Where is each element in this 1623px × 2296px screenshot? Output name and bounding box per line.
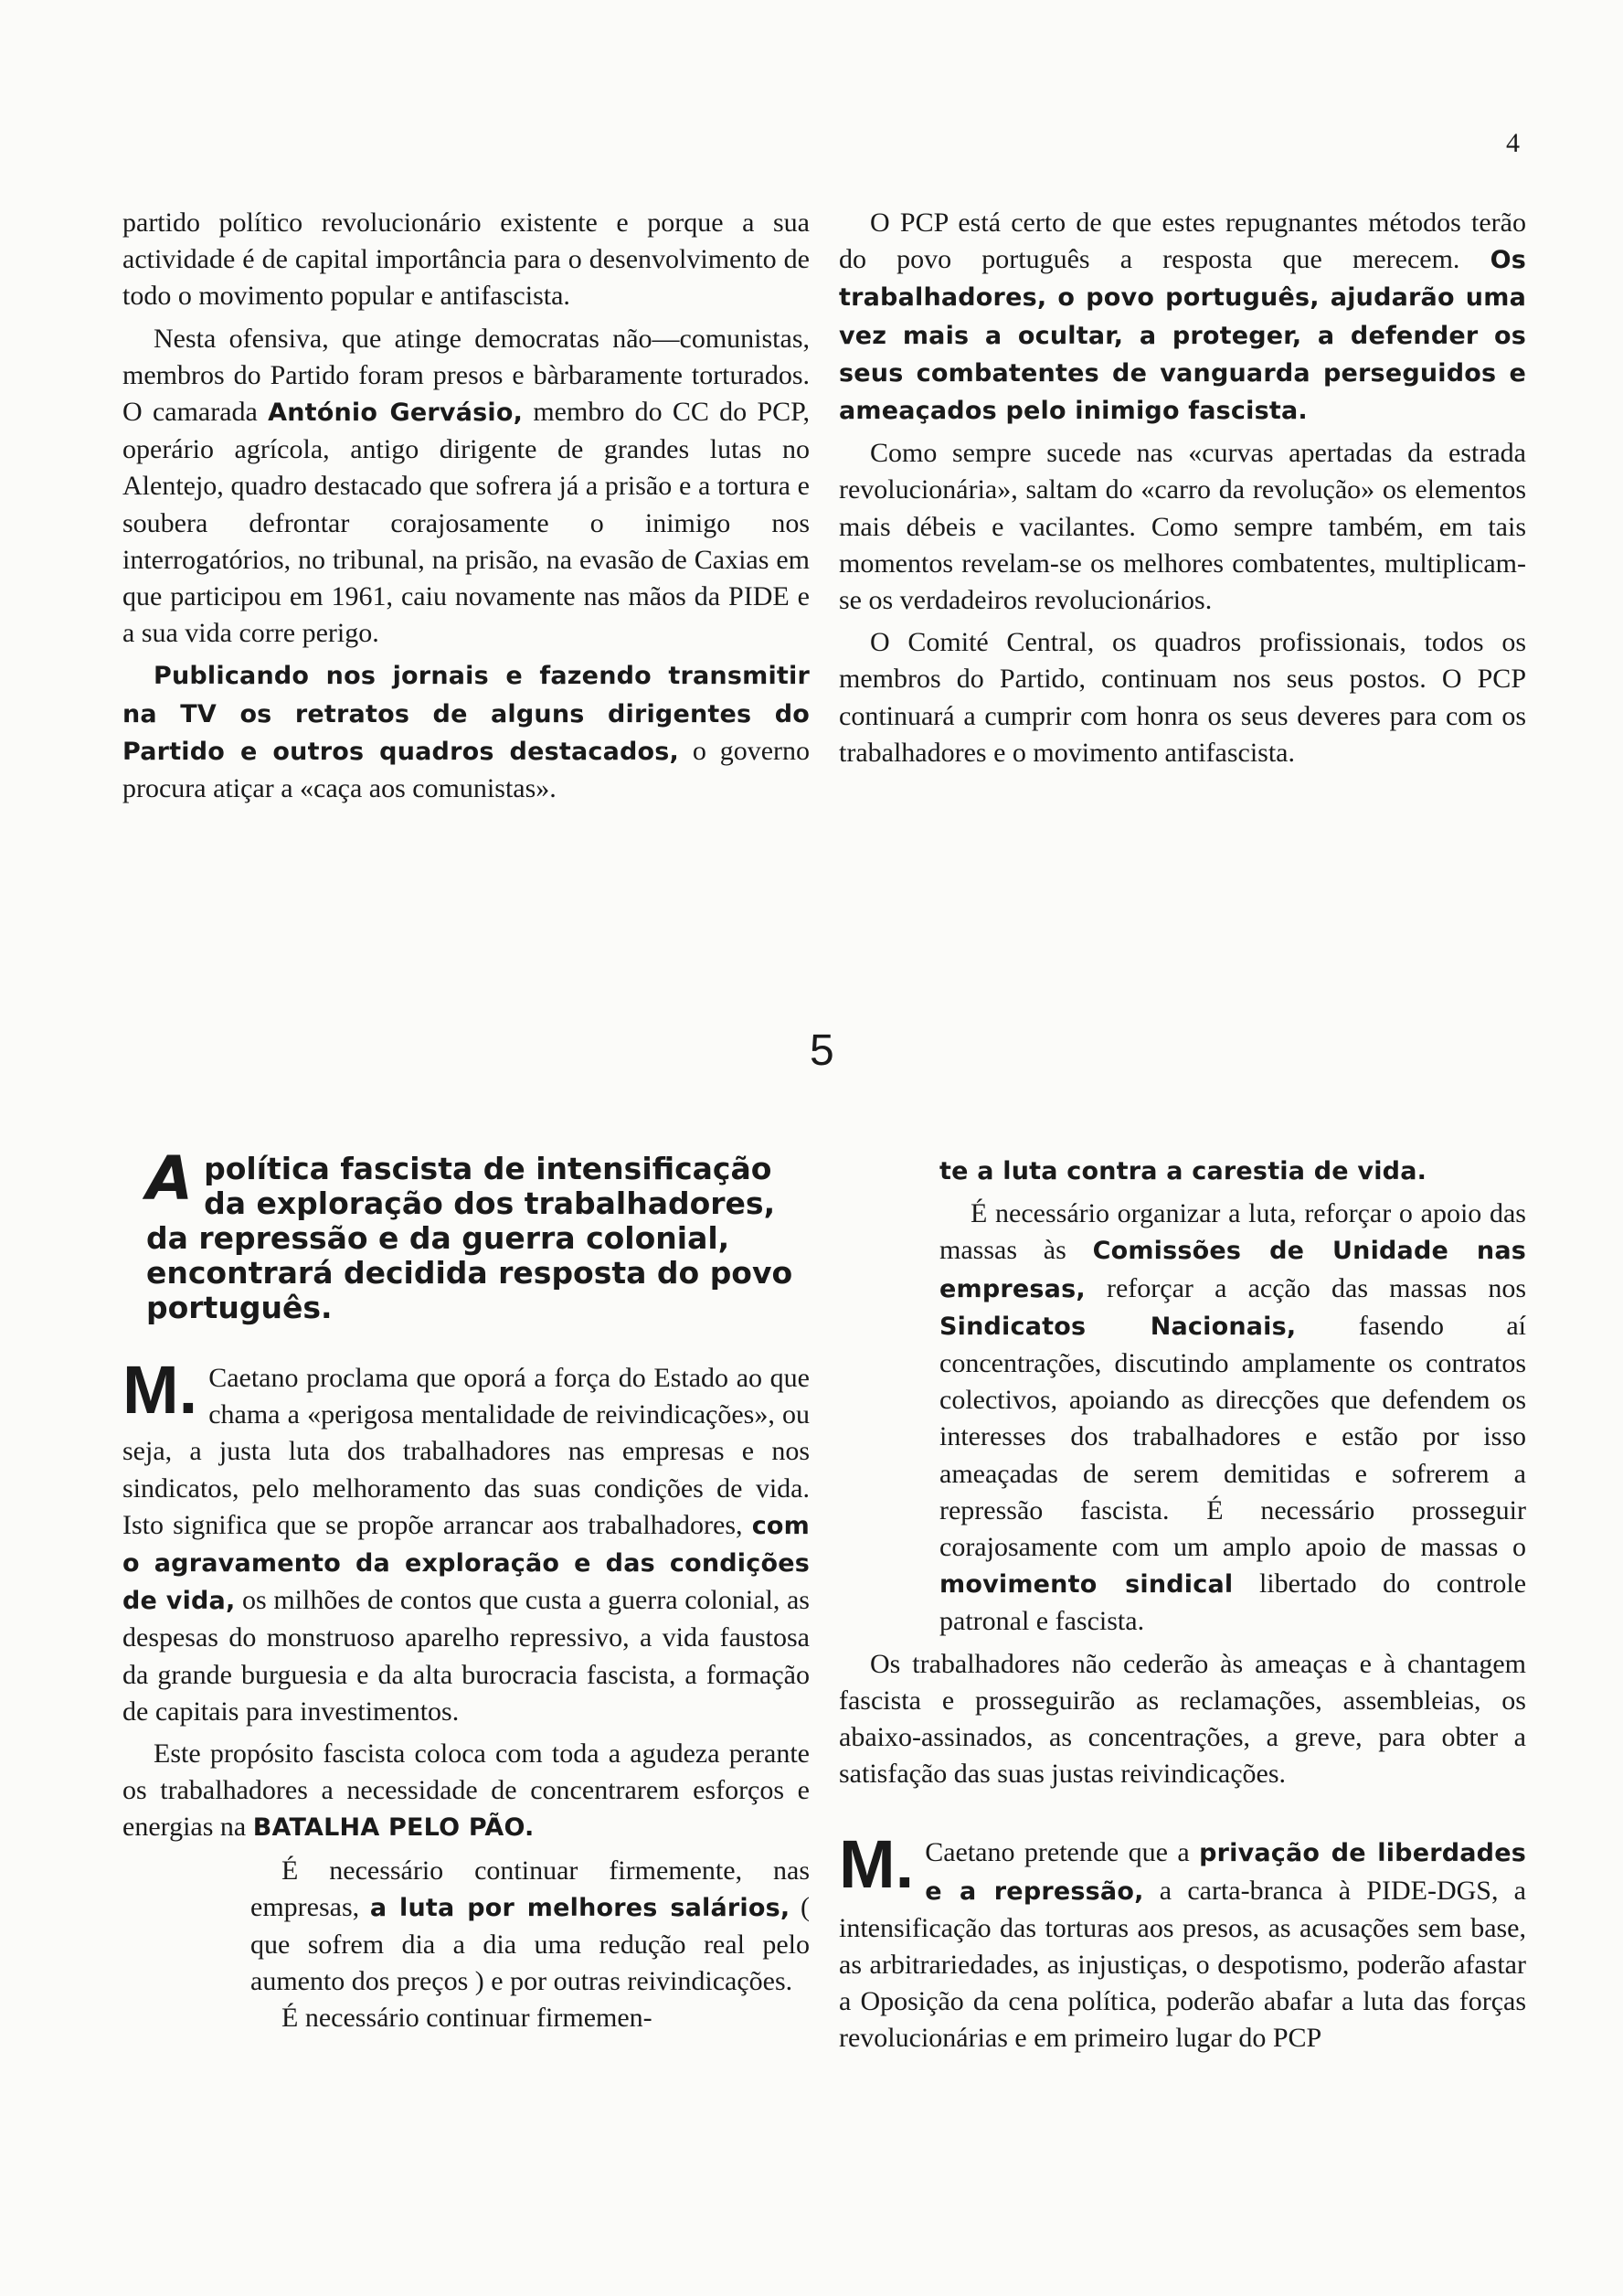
lower-left-p3-text: É necessário continuar firmemente, nas empresas, xyxy=(250,1855,810,1922)
lower-right-column xyxy=(839,1153,1526,2057)
lower-left-paragraph-4: É necessário continuar firmemen- xyxy=(281,2003,652,2034)
drop-cap-m-right: M. xyxy=(839,1826,915,1903)
lower-right-p2-bold1: Comissões de Unidade nas empresas, xyxy=(939,1237,1527,1303)
upper-left-p3-rest: o governo procura atiçar a «caça aos comunistas». xyxy=(122,735,811,804)
upper-right-paragraph-2: Como sempre sucede nas «curvas apertadas da estrada revolucionária», saltam do «carro da revolução» os elementos mais débeis e vacilantes. Como sempre também, em tais momentos revelam-se os melhores combatentes, multiplicam-se os verdadeiros revolucionários. xyxy=(839,438,1526,616)
upper-right-p1-text: O PCP está certo de que estes repugnantes métodos terão do povo português a resposta que merecem. xyxy=(839,207,1526,275)
lower-left-paragraph-2 xyxy=(122,1736,810,1847)
lower-left-p3-rest: ( que sofrem dia a dia uma redução real pelo aumento dos preços ) e por outras reivindicações. xyxy=(250,1891,811,1997)
lower-right-p2-bold2: Sindicatos Nacionais, xyxy=(939,1312,1297,1341)
upper-right-paragraph-3: O Comité Central, os quadros profissionais, todos os membros do Partido, continuam nos seus postos. O PCP continuará a cumprir com honra os seus deveres para com os trabalhadores e o movimento antifascista. xyxy=(839,627,1526,768)
lower-left-p2-text: Este propósito fascista coloca com toda a agudeza perante os trabalhadores a necessidade de concentrarem esforços e energias na xyxy=(122,1738,810,1843)
lower-left-column xyxy=(122,1352,811,2037)
lower-right-paragraph-4 xyxy=(839,1826,1526,2057)
upper-left-p2-text: Nesta ofensiva, que atinge democratas não—comunistas, membros do Partido foram presos e bàrbaramente torturados. O camarada xyxy=(122,323,810,428)
upper-right-paragraph-1 xyxy=(839,205,1526,430)
upper-left-p3-bold: Publicando nos jornais e fazendo transmitir na TV os retratos de alguns dirigentes do Partido e outros quadros destacados, xyxy=(122,662,810,766)
upper-left-paragraph-2 xyxy=(122,321,810,653)
upper-left-column xyxy=(122,205,810,807)
headline-text: política fascista de intensificação da exploração dos trabalhadores, da repressão e da guerra colonial, encontrará decidida resposta do povo português. xyxy=(146,1151,793,1325)
lower-right-paragraph-3: Os trabalhadores não cederão às ameaças e à chantagem fascista e prosseguirão as reclamações, assembleias, os abaixo-assinados, as concentrações, a greve, para obter a satisfação das suas justas reivindicações. xyxy=(839,1648,1526,1790)
lower-left-p2-bold: BATALHA PELO PÃO. xyxy=(252,1813,535,1843)
page-number-top: 4 xyxy=(1506,128,1520,158)
lower-left-p1-text: Caetano proclama que oporá a força do Estado ao que chama a «perigosa mentalidade de reivindicações», ou seja, a justa luta dos trabalhadores nas empresas e nos sindicatos, pelo melhoramento das suas condições de vida. Isto significa que se propõe arrancar aos trabalhadores, xyxy=(122,1363,810,1540)
lower-right-p2-mid: reforçar a acção das massas nos xyxy=(1107,1272,1526,1303)
upper-left-p2-rest: membro do CC do PCP, operário agrícola, antigo dirigente de grandes lutas no Alentejo, quadro destacado que sofrera já a prisão e a tortura e soubera defrontar corajosamente o inimigo nos interrogatórios, no tribunal, na prisão, na evasão de Caxias em que participou em 1961, caiu novamente nas mãos da PIDE e a sua vida corre perigo. xyxy=(122,397,811,649)
lower-right-p2-bold3: movimento sindical xyxy=(939,1570,1234,1600)
lower-right-p4-text: Caetano pretende que a xyxy=(925,1837,1190,1868)
lower-right-p4-rest: a carta-branca à PIDE-DGS, a intensificação das torturas aos presos, as acusações sem base, as arbitrariedades, as injustiças, o despotismo, poderão afastar a Oposição da cena política, poderão abafar a luta das forças revolucionárias e em primeiro lugar do PCP xyxy=(839,1875,1526,2054)
upper-left-p2-bold: António Gervásio, xyxy=(268,399,524,428)
headline-initial: A xyxy=(146,1143,194,1214)
lower-left-p1-bold: com o agravamento da exploração e das condições de vida, xyxy=(122,1511,810,1616)
page-number-middle: 5 xyxy=(810,1026,834,1075)
article-headline xyxy=(146,1143,813,1325)
lower-left-paragraph-1 xyxy=(122,1352,810,1730)
lower-right-p2-rest: fasendo aí concentrações, discutindo amplamente os contratos colectivos, apoiando as direcções que defendem os interesses dos trabalhadores e estão por isso ameaçadas de serem demitidas e sofrerem a repressão fascista. É necessário prosseguir corajosamente com um amplo apoio de massas o xyxy=(939,1310,1526,1563)
lower-right-p2-text: É necessário organizar a luta, reforçar o apoio das massas às xyxy=(939,1198,1526,1266)
upper-left-paragraph-1: partido político revolucionário existente e porque a sua actividade é de capital importância para o desenvolvimento de todo o movimento popular e antifascista. xyxy=(122,207,810,312)
upper-right-column xyxy=(839,205,1526,771)
lower-right-p2-end: libertado do controle patronal e fascista. xyxy=(939,1568,1527,1637)
upper-left-paragraph-3 xyxy=(122,657,810,807)
lower-left-paragraph-3 xyxy=(250,1853,810,2001)
lower-left-p3-bold: a luta por melhores salários, xyxy=(369,1893,790,1922)
lower-right-p4-bold: privação de liberdades e a repressão, xyxy=(925,1839,1526,1906)
lower-right-paragraph-1: te a luta contra a carestia de vida. xyxy=(939,1157,1427,1185)
drop-cap-m-left: M. xyxy=(122,1352,198,1428)
lower-left-p1-rest: os milhões de contos que custa a guerra colonial, as despesas do monstruoso aparelho repressivo, a vida faustosa da grande burguesia e da alta burocracia fascista, a formação de capitais para investimentos. xyxy=(122,1585,810,1727)
upper-right-p1-bold: Os trabalhadores, o povo português, ajudarão uma vez mais a ocultar, a proteger, a defender os seus combatentes de vanguarda perseguidos e ameaçados pelo inimigo fascista. xyxy=(839,246,1526,426)
lower-right-paragraph-2 xyxy=(939,1196,1526,1640)
